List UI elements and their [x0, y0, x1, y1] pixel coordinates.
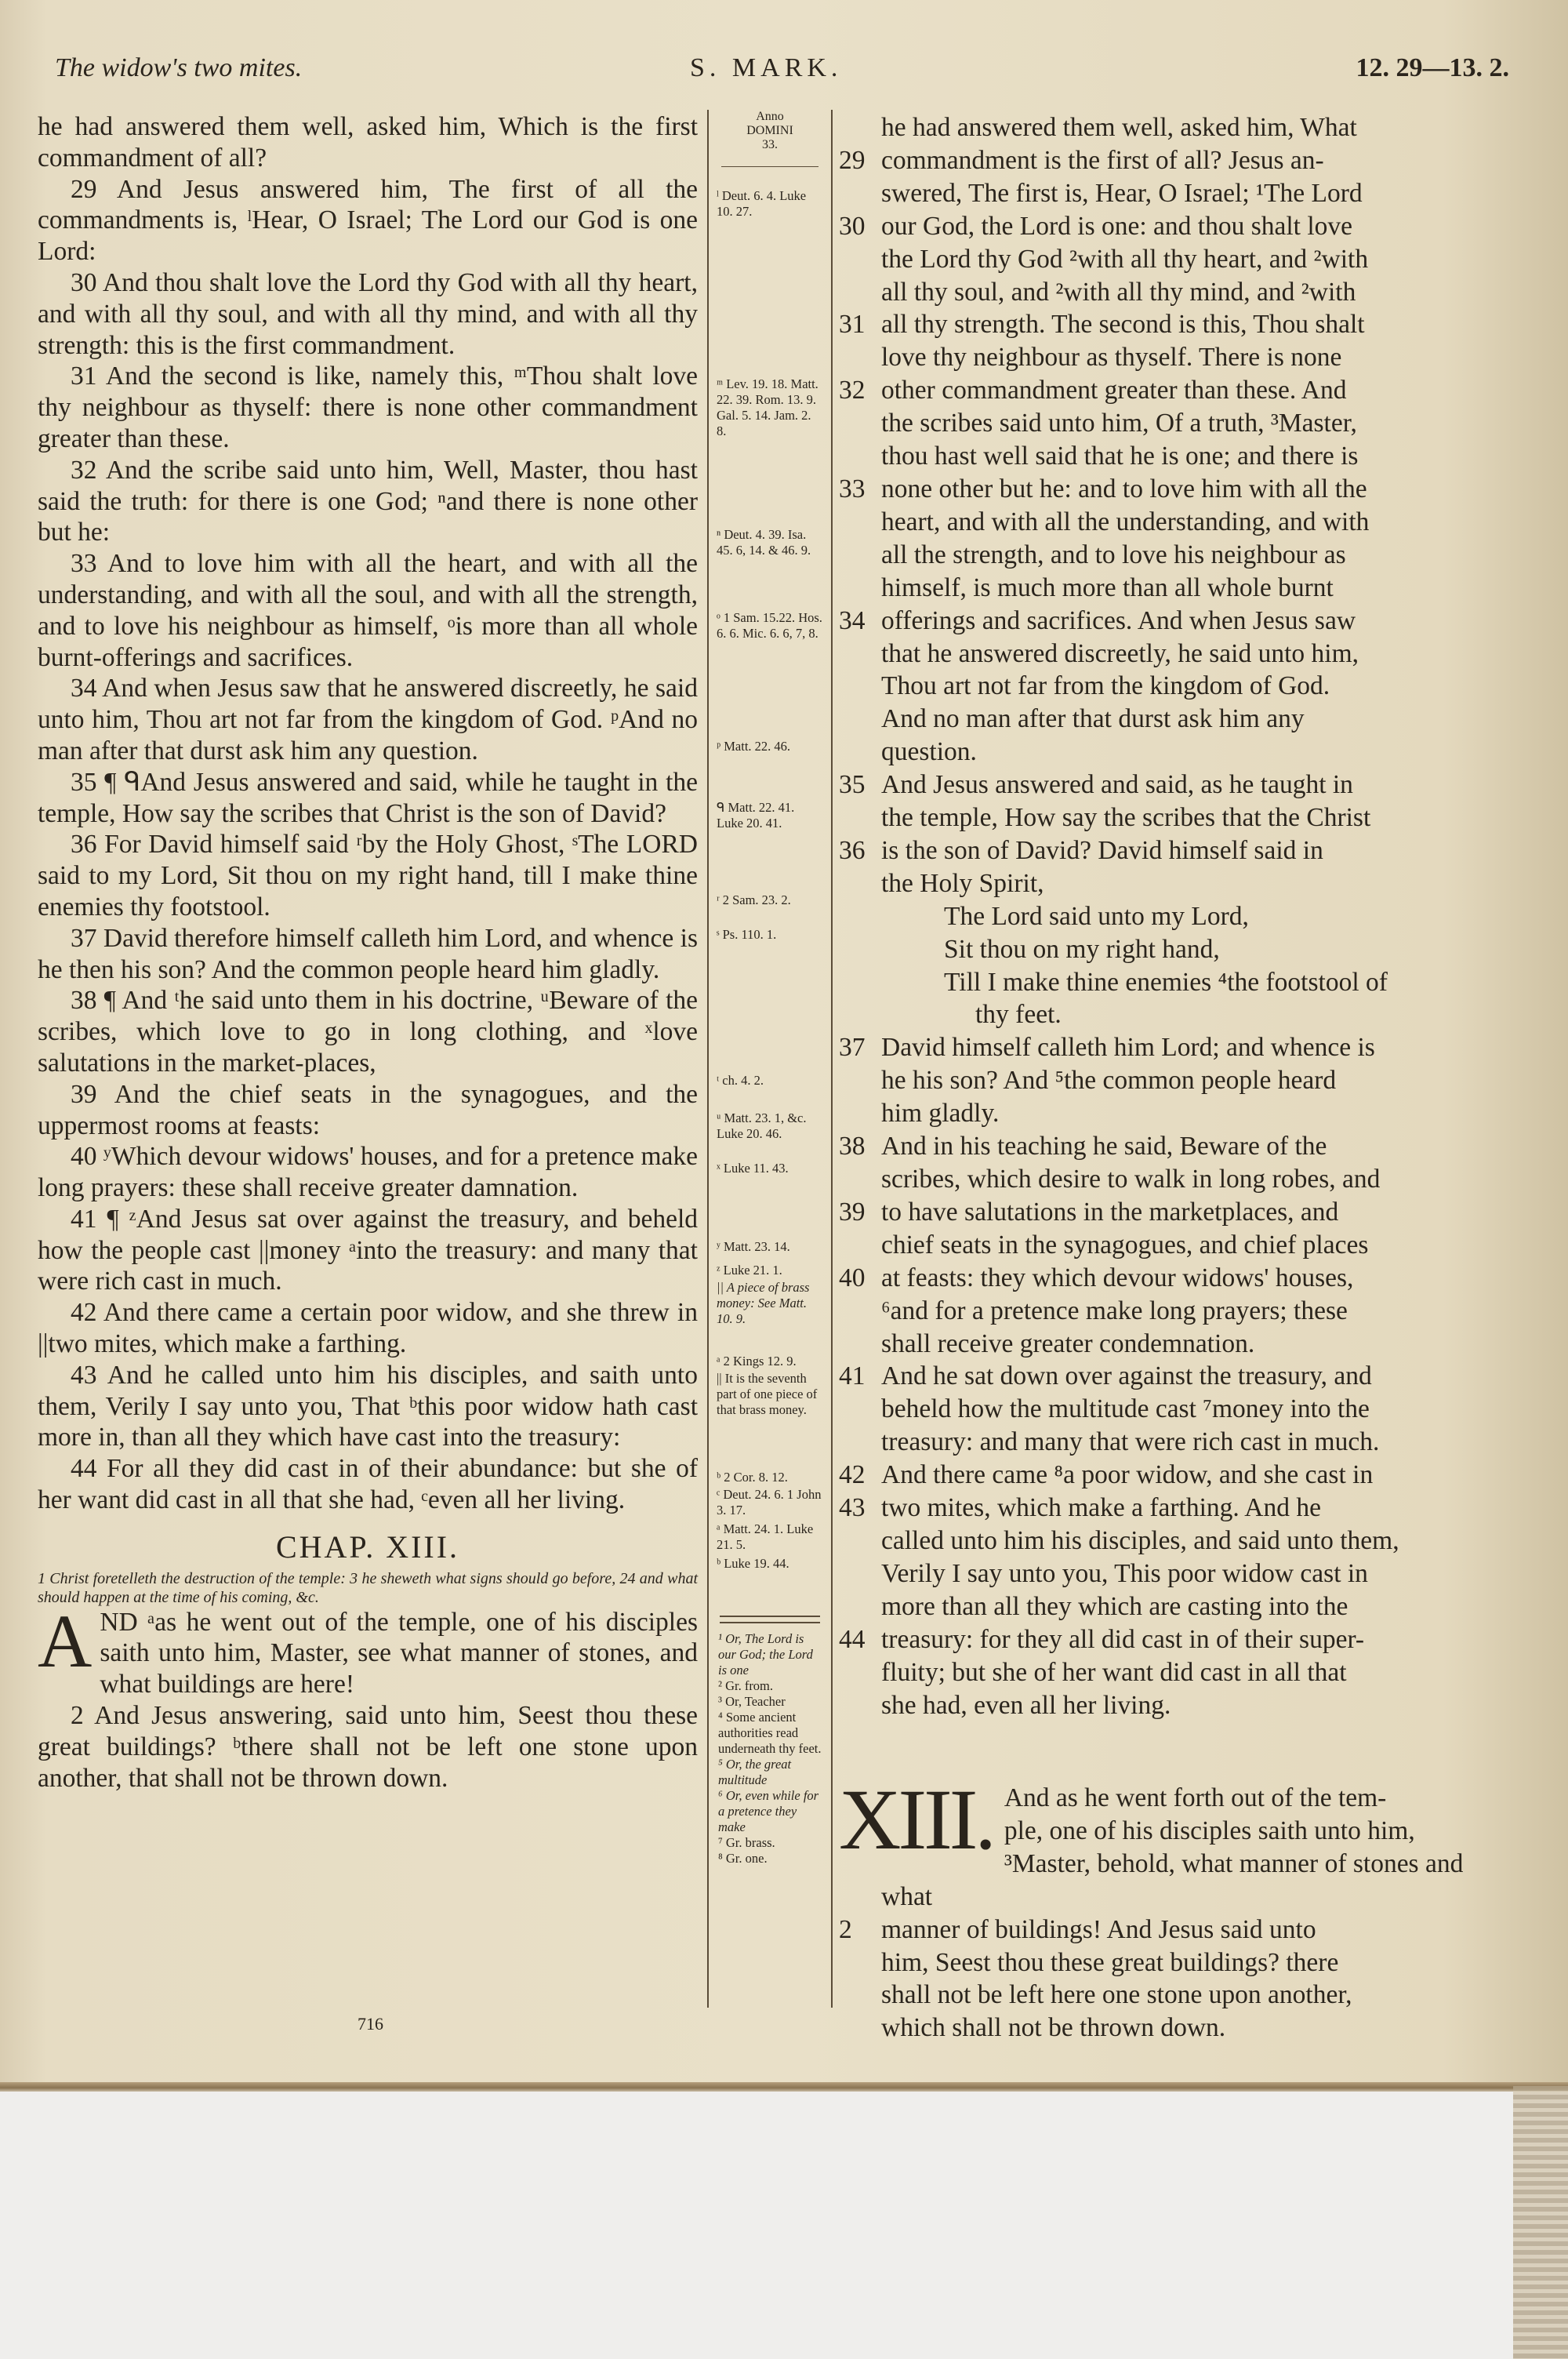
verse-paragraph: he had answered them well, asked him, Which is the first commandment of all?: [38, 112, 698, 173]
text-line: [839, 769, 1499, 801]
text-line: [839, 1590, 1499, 1623]
margin-ref: ᵇ Luke 19. 44.: [717, 1556, 789, 1571]
verse-paragraph: 39 And the chief seats in the synagogues, and the uppermost rooms at feasts:: [38, 1079, 698, 1140]
line-text: at feasts: they which devour widows' houses,: [881, 1263, 1354, 1292]
verse-number: 2: [839, 1914, 852, 1944]
line-text: the Holy Spirit,: [881, 868, 1044, 898]
text-line: [839, 210, 1499, 243]
text-line: [839, 834, 1499, 867]
margin-ref: ᑫ Matt. 22. 41. Luke 20. 41.: [717, 800, 795, 831]
verse-paragraph: 43 And he called unto him his disciples, and saith unto them, Verily I say unto you, That ᵇthis poor widow hath cast more in, than all they which have cast into the treasury:: [38, 1360, 698, 1452]
line-text: thou hast well said that he is one; and there is: [881, 442, 1359, 471]
verse-paragraph: 30 And thou shalt love the Lord thy God with all thy heart, and with all thy soul, and with all thy mind, and with all thy strength: this is the first commandment.: [38, 267, 698, 360]
text-line: [839, 144, 1499, 177]
footnote: ³ Or, Teacher: [718, 1694, 786, 1709]
margin-ref: ˣ Luke 11. 43.: [717, 1161, 789, 1176]
verse-number: 44: [839, 1624, 866, 1654]
margin-ref: ʳ 2 Sam. 23. 2.: [717, 892, 791, 907]
verse-number: 42: [839, 1460, 866, 1490]
drop-cap: A: [38, 1598, 93, 1683]
margin-ref: ʸ Matt. 23. 14.: [717, 1239, 790, 1254]
page-number: 716: [358, 2014, 383, 2034]
text-line: [839, 572, 1499, 605]
line-text: beheld how the multitude cast ⁷money into the: [881, 1394, 1370, 1424]
verse-number: 38: [839, 1132, 866, 1161]
text-line: [839, 1295, 1499, 1328]
verse-paragraph: 33 And to love him with all the heart, and with all the understanding, and with all the soul, and with all the strength, and to love his neighbour as himself, ᵒis more than all whole burnt-offerings and sacrifices.: [38, 549, 698, 672]
left-column-kjv: [38, 111, 698, 1794]
footnote-rule: [720, 1616, 820, 1617]
text-line: [839, 440, 1499, 473]
chapter-opening: [38, 1598, 698, 1700]
margin-ref: ˢ Ps. 110. 1.: [717, 927, 777, 942]
text-line: [839, 1815, 1499, 1848]
verse-number: 35: [839, 770, 866, 800]
footnote: ⁴ Some ancient authorities read underneath thy feet.: [718, 1710, 822, 1756]
line-text: him gladly.: [881, 1099, 1000, 1129]
running-header: [55, 53, 1509, 89]
text-line: [839, 243, 1499, 276]
line-text: chief seats in the synagogues, and chief places: [881, 1230, 1369, 1259]
text-line: [839, 308, 1499, 341]
line-text: fluity; but she of her want did cast in all that: [881, 1657, 1347, 1687]
footnote: ⁵ Or, the great multitude: [718, 1757, 792, 1787]
verse-number: 39: [839, 1197, 866, 1227]
line-text: swered, The first is, Hear, O Israel; ¹The Lord: [881, 178, 1363, 208]
line-text: love thy neighbour as thyself. There is none: [881, 343, 1342, 373]
verse-paragraph: 37 David therefore himself calleth him Lord, and whence is he then his son? And the common people heard him gladly.: [38, 923, 699, 984]
line-text: question.: [881, 737, 977, 767]
margin-note: || It is the seventh part of one piece of that brass money.: [717, 1371, 818, 1417]
footnote: ⁷ Gr. brass.: [718, 1835, 775, 1850]
verse-paragraph: 31 And the second is like, namely this, ᵐThou shalt love thy neighbour as thyself: there is none other commandment greater than these.: [38, 362, 698, 453]
margin-note: || A piece of brass money: See Matt. 10. 9.: [717, 1280, 810, 1326]
text-line: [839, 736, 1499, 769]
chapter-13-rv: [839, 1772, 1499, 2045]
text-line: [839, 1229, 1499, 1262]
line-text: that he answered discreetly, he said unto him,: [881, 638, 1359, 668]
anno-line: 33.: [762, 138, 778, 151]
verse-paragraph: 36 For David himself said ʳby the Holy Ghost, ˢThe LORD said to my Lord, Sit thou on my right hand, till I make thine enemies thy footstool.: [38, 830, 698, 921]
margin-ref: ᶻ Luke 21. 1.: [717, 1263, 782, 1278]
line-text: shall not be left here one stone upon another,: [881, 1980, 1352, 2010]
text-line: [839, 1946, 1499, 1979]
line-text: heart, and with all the understanding, and with: [881, 507, 1370, 536]
chapter-numeral: XIII.: [839, 1772, 993, 1867]
text-line: [839, 341, 1499, 374]
anno-line: DOMINI: [746, 124, 793, 137]
footnote: ⁸ Gr. one.: [718, 1851, 768, 1866]
line-text: And in his teaching he said, Beware of the: [881, 1132, 1327, 1161]
text-line: [839, 1097, 1499, 1130]
line-text: is the son of David? David himself said in: [881, 835, 1323, 865]
text-line: [839, 1360, 1499, 1393]
verse-paragraph: 2 And Jesus answering, said unto him, Seest thou these great buildings? ᵇthere shall not be left one stone upon another, that shall not be thrown down.: [38, 1701, 698, 1793]
poetry-line: thy feet.: [975, 1000, 1062, 1030]
verse-number: 30: [839, 211, 866, 241]
text-line: [839, 374, 1499, 407]
text-line: [839, 276, 1499, 309]
footnote-rule: [720, 1622, 820, 1623]
line-text: two mites, which make a farthing. And he: [881, 1493, 1321, 1523]
verse-paragraph: 38 ¶ And ᵗhe said unto them in his doctrine, ᵘBeware of the scribes, which love to go in long clothing, and ˣlove salutations in the market-places,: [38, 986, 698, 1078]
text-line: [839, 1031, 1499, 1064]
text-line: [839, 1492, 1499, 1525]
text-line: [839, 1130, 1499, 1163]
anno-line: Anno: [756, 110, 784, 123]
torn-paper-edge: [1513, 2086, 1568, 2359]
text-line: [839, 1623, 1499, 1656]
line-text: And no man after that durst ask him any: [881, 704, 1305, 734]
anno-domini: [717, 110, 823, 152]
footnotes: [718, 1631, 823, 1866]
margin-ref: ᵒ 1 Sam. 15.22. Hos. 6. 6. Mic. 6. 6, 7, 8.: [717, 610, 822, 641]
text-line: [839, 638, 1499, 671]
verse-paragraph: 34 And when Jesus saw that he answered discreetly, he said unto him, Thou art not far from the kingdom of God. ᵖAnd no man after that durst ask him any question.: [38, 674, 698, 765]
poetry-line: Sit thou on my right hand,: [944, 934, 1220, 964]
line-text: he had answered them well, asked him, What: [881, 113, 1357, 142]
verse-paragraph: 35 ¶ ᑫAnd Jesus answered and said, while he taught in the temple, How say the scribes that Christ is the son of David?: [38, 767, 698, 828]
line-text: David himself calleth him Lord; and whence is: [881, 1033, 1375, 1063]
margin-ref: ᵖ Matt. 22. 46.: [717, 739, 791, 754]
line-text: manner of buildings! And Jesus said unto: [881, 1914, 1316, 1944]
text-line: [839, 1979, 1499, 2012]
line-text: more than all they which are casting into the: [881, 1591, 1348, 1621]
text-line: [839, 506, 1499, 539]
margin-ref: ᵃ Matt. 24. 1. Luke 21. 5.: [717, 1521, 814, 1552]
line-text: himself, is much more than all whole burnt: [881, 572, 1334, 602]
margin-ref: ᵇ 2 Cor. 8. 12.: [717, 1470, 788, 1485]
line-text: Thou art not far from the kingdom of God.: [881, 671, 1330, 701]
header-title: The widow's two mites.: [55, 53, 303, 82]
footnote: ² Gr. from.: [718, 1678, 774, 1693]
line-text: our God, the Lord is one: and thou shalt love: [881, 211, 1353, 241]
line-text: to have salutations in the marketplaces, and: [881, 1197, 1339, 1227]
verse-number: 36: [839, 835, 866, 865]
text-line: [839, 801, 1499, 834]
verse-number: 32: [839, 376, 866, 405]
line-text: And he sat down over against the treasury, and: [881, 1361, 1372, 1391]
text-line: [839, 1328, 1499, 1361]
text-line: [839, 1914, 1499, 1946]
text-line: [839, 1196, 1499, 1229]
line-text: ³Master, behold, what manner of stones and what: [881, 1848, 1464, 1911]
verse-number: 31: [839, 310, 866, 340]
line-text: she had, even all her living.: [881, 1690, 1171, 1720]
verse-paragraph: 42 And there came a certain poor widow, and she threw in ||two mites, which make a farthing.: [38, 1298, 698, 1359]
verse-text: ND ᵃas he went out of the temple, one of his disciples saith unto him, Master, see what manner of stones, and what buildings are here!: [100, 1607, 698, 1699]
text-line: [839, 473, 1499, 506]
text-line: [839, 1064, 1499, 1097]
footnote: ¹ Or, The Lord is our God; the Lord is one: [718, 1631, 813, 1677]
line-text: Verily I say unto you, This poor widow cast in: [881, 1558, 1368, 1588]
verse-paragraph: 32 And the scribe said unto him, Well, Master, thou hast said the truth: for there is one God; ⁿand there is none other but he:: [38, 455, 698, 547]
poetry-line: Till I make thine enemies ⁴the footstool of: [944, 967, 1388, 997]
column-rule-right: [831, 110, 833, 2008]
line-text: the temple, How say the scribes that the Christ: [881, 803, 1371, 833]
line-text: ⁶and for a pretence make long prayers; these: [881, 1296, 1348, 1325]
verse-number: 34: [839, 605, 866, 635]
verse-number: 37: [839, 1033, 866, 1063]
poetry-line: The Lord said unto my Lord,: [944, 901, 1249, 931]
chapter-summary: 1 Christ foretelleth the destruction of the temple: 3 he sheweth what signs should go before, 24 and what should happen at the time of his coming, &c.: [38, 1569, 698, 1606]
text-line: [839, 1689, 1499, 1722]
line-text: all thy soul, and ²with all thy mind, and ²with: [881, 277, 1356, 307]
line-text: the Lord thy God ²with all thy heart, and ²with: [881, 244, 1369, 274]
text-line: [839, 111, 1499, 144]
line-text: treasury: and many that were rich cast in much.: [881, 1427, 1380, 1457]
margin-ref: ᵘ Matt. 23. 1, &c. Luke 20. 46.: [717, 1110, 807, 1141]
margin-ref: ᵗ ch. 4. 2.: [717, 1073, 764, 1088]
text-line: [839, 670, 1499, 703]
text-line: [839, 1782, 1499, 1815]
line-text: all thy strength. The second is this, Thou shalt: [881, 310, 1365, 340]
page-edge: [0, 2082, 1568, 2092]
verse-number: 29: [839, 145, 866, 175]
line-text: commandment is the first of all? Jesus an-: [881, 145, 1324, 175]
text-line: [839, 407, 1499, 440]
line-text: treasury: for they all did cast in of their super-: [881, 1624, 1365, 1654]
verse-number: 40: [839, 1263, 866, 1292]
line-text: And as he went forth out of the tem-: [1004, 1783, 1387, 1812]
right-column-rv: [839, 111, 1499, 1721]
line-text: he his son? And ⁵the common people heard: [881, 1066, 1337, 1096]
verse-number: 43: [839, 1493, 866, 1523]
verse-paragraph: 41 ¶ ᶻAnd Jesus sat over against the treasury, and beheld how the people cast ||money ᵃinto the treasury: and many that were rich cast in much.: [38, 1204, 698, 1296]
line-text: And Jesus answered and said, as he taught in: [881, 770, 1353, 800]
line-text: And there came ⁸a poor widow, and she cast in: [881, 1460, 1374, 1490]
footnote: ⁶ Or, even while for a pretence they make: [718, 1788, 819, 1834]
header-book: S. MARK.: [690, 53, 843, 82]
column-rule-left: [707, 110, 709, 2008]
line-text: all the strength, and to love his neighbour as: [881, 540, 1346, 569]
line-text: which shall not be thrown down.: [881, 2013, 1226, 2043]
verse-number: 33: [839, 474, 866, 503]
margin-ref: ⁿ Deut. 4. 39. Isa. 45. 6, 14. & 46. 9.: [717, 527, 811, 558]
text-line: [839, 605, 1499, 638]
text-line: [839, 1426, 1499, 1459]
text-line: [839, 1848, 1499, 1914]
text-line: [839, 539, 1499, 572]
text-line: [839, 1393, 1499, 1426]
chapter-heading: CHAP. XIII.: [275, 1528, 460, 1565]
margin-ref: ᵃ 2 Kings 12. 9.: [717, 1354, 797, 1369]
margin-ref: ˡ Deut. 6. 4. Luke 10. 27.: [717, 188, 807, 219]
margin-ref: ᵐ Lev. 19. 18. Matt. 22. 39. Rom. 13. 9. Gal. 5. 14. Jam. 2. 8.: [717, 376, 818, 438]
verse-number: 41: [839, 1361, 866, 1391]
text-line: [839, 1558, 1499, 1590]
text-line: [839, 2012, 1499, 2045]
text-line: [839, 1459, 1499, 1492]
anno-rule: [721, 166, 818, 167]
verse-paragraph: 44 For all they did cast in of their abundance: but she of her want did cast in all that she had, ᶜeven all her living.: [38, 1454, 698, 1515]
line-text: offerings and sacrifices. And when Jesus saw: [881, 605, 1356, 635]
text-line: [839, 1525, 1499, 1558]
text-line: [839, 1163, 1499, 1196]
verse-paragraph: 29 And Jesus answered him, The first of all the commandments is, ˡHear, O Israel; The Lord our God is one Lord:: [38, 174, 698, 267]
line-text: shall receive greater condemnation.: [881, 1329, 1255, 1358]
line-text: other commandment greater than these. And: [881, 376, 1347, 405]
line-text: none other but he: and to love him with all the: [881, 474, 1367, 503]
text-line: [839, 1656, 1499, 1689]
text-line: [839, 177, 1499, 210]
line-text: the scribes said unto him, Of a truth, ³Master,: [881, 409, 1357, 438]
line-text: ple, one of his disciples saith unto him,: [1004, 1816, 1415, 1845]
line-text: him, Seest thou these great buildings? there: [881, 1947, 1339, 1977]
line-text: scribes, which desire to walk in long robes, and: [881, 1165, 1381, 1194]
header-chapter-range: 12. 29—13. 2.: [1356, 53, 1509, 82]
text-line: [839, 703, 1499, 736]
verse-paragraph: 40 ʸWhich devour widows' houses, and for a pretence make long prayers: these shall receive greater damnation.: [38, 1142, 698, 1203]
text-line: [839, 867, 1499, 900]
text-line: [839, 1262, 1499, 1295]
line-text: called unto him his disciples, and said unto them,: [881, 1525, 1399, 1555]
margin-ref: ᶜ Deut. 24. 6. 1 John 3. 17.: [717, 1487, 822, 1518]
